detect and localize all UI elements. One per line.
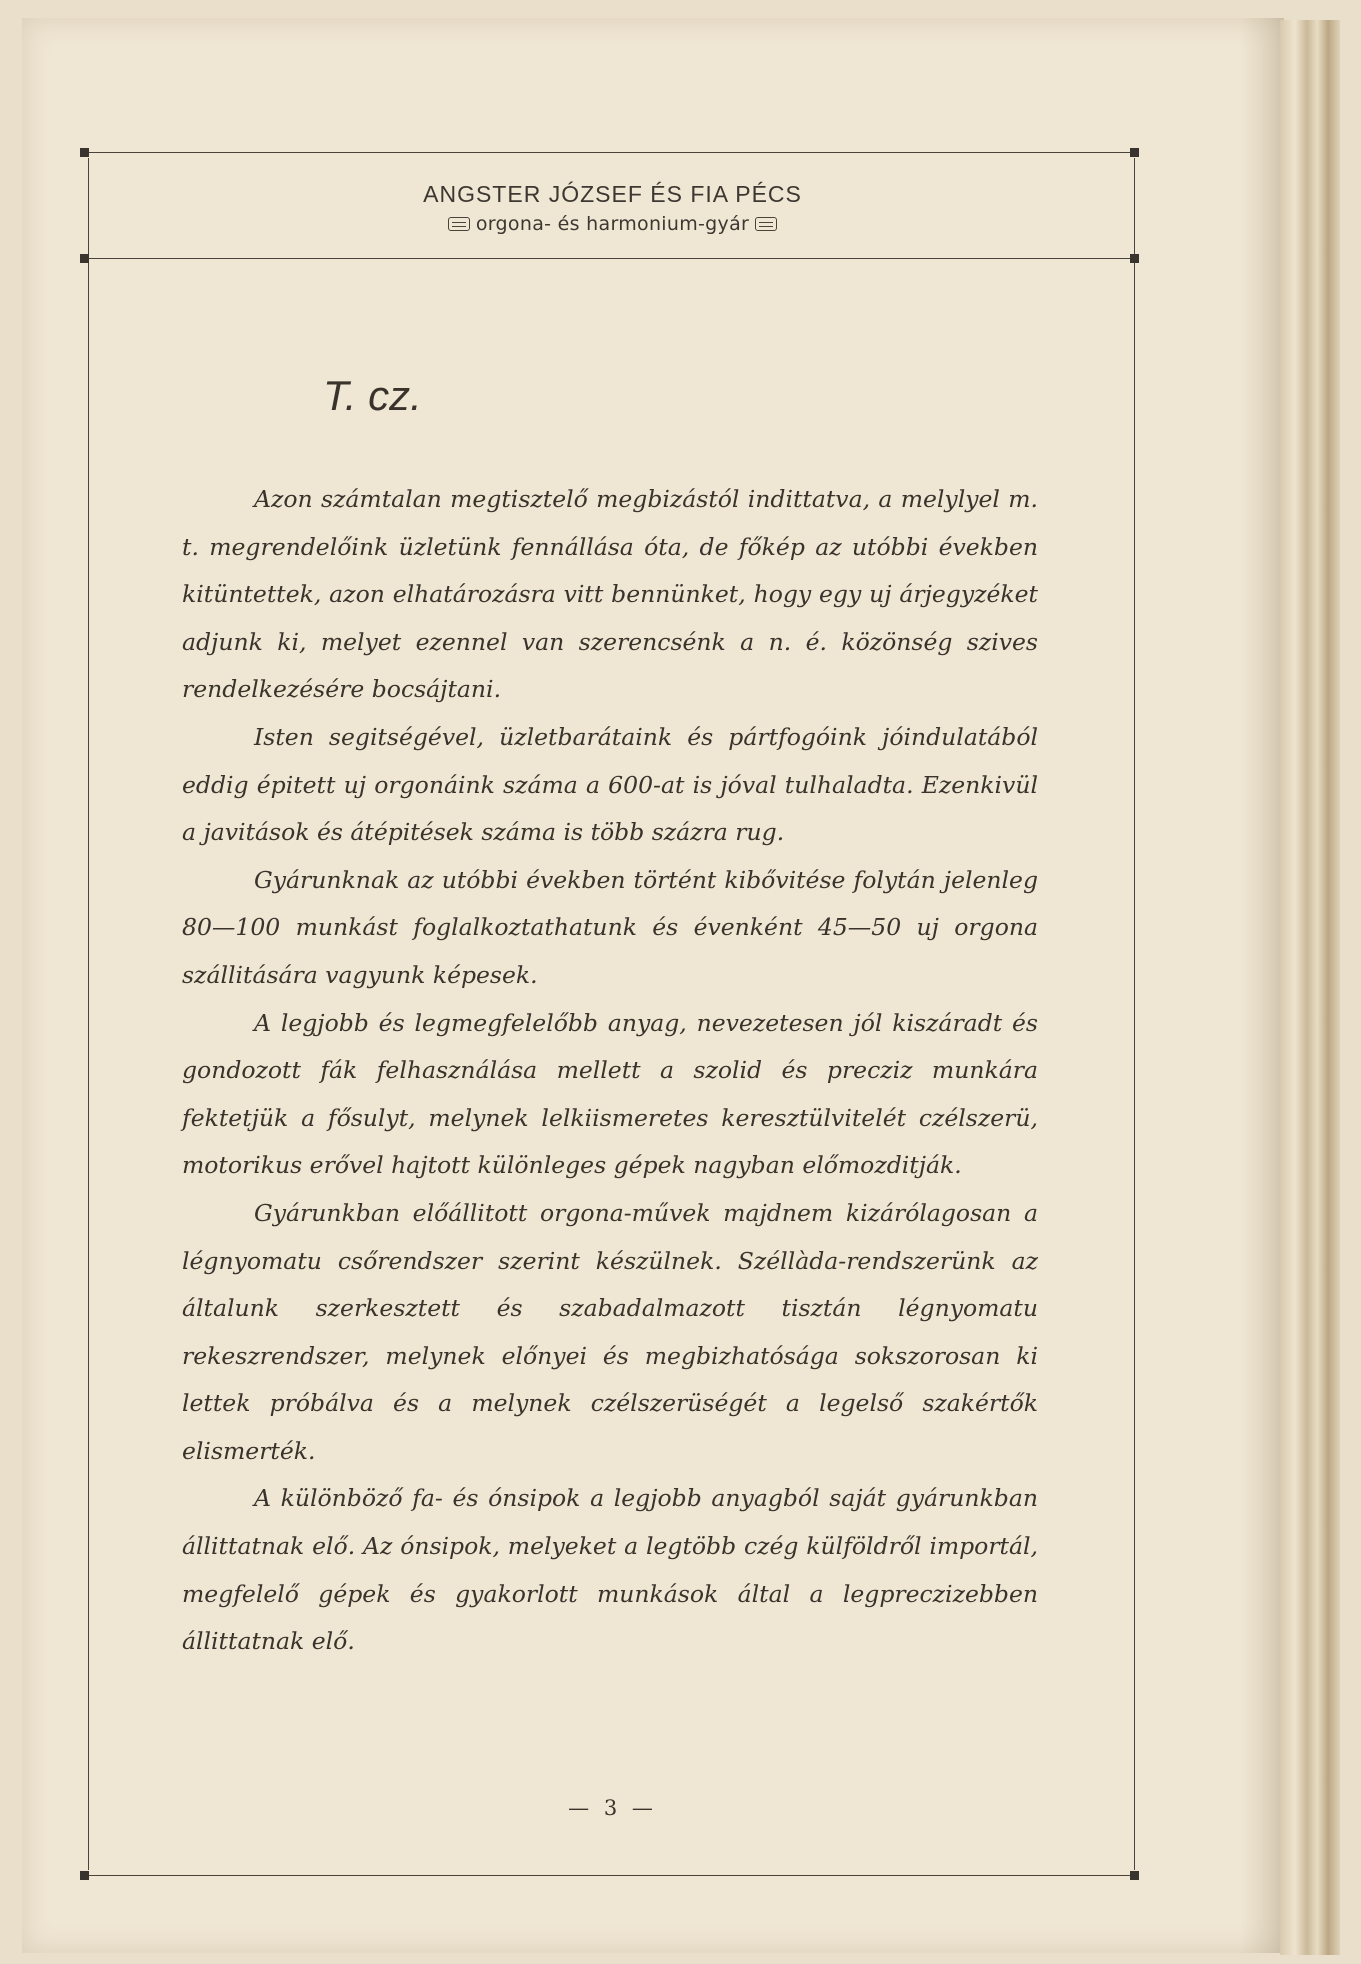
letter-body bbox=[182, 476, 1038, 1666]
paragraph: A legjobb és legmegfelelőbb anyag, nevezetesen jól kiszáradt és gondozott fák felhasználása mellett a szolid és precziz munkára fektetjük a fősulyt, melynek lelkiismeretes keresztülvitelét czélszerü, motorikus erővel hajtott különleges gépek nagyban előmozditják. bbox=[182, 1008, 1038, 1180]
page-edges bbox=[1280, 20, 1340, 1955]
header-bottom-rule bbox=[84, 258, 1138, 259]
frame-left-rule bbox=[88, 158, 89, 1870]
footer-rule bbox=[84, 1875, 1138, 1876]
company-subtitle bbox=[0, 213, 1225, 235]
corner-square bbox=[1130, 148, 1139, 157]
corner-square bbox=[1130, 254, 1139, 263]
paragraph: Gyárunknak az utóbbi években történt kibővitése folytán jelenleg 80—100 munkást foglalkoztathatunk és évenként 45—50 uj orgona szállitására vagyunk képesek. bbox=[182, 865, 1038, 989]
spine-shadow bbox=[1240, 18, 1284, 1953]
frame-right-rule bbox=[1134, 158, 1135, 1870]
paragraph: Azon számtalan megtisztelő megbizástól indittatva, a melylyel m. t. megrendelőink üzletünk fennállása óta, de főkép az utóbbi években kitüntettek, azon elhatározásra vitt bennünket, hogy egy uj árjegyzéket adjunk ki, melyet ezennel van szerencsénk a n. é. közönség szives rendelkezésére bocsájtani. bbox=[182, 485, 1038, 704]
frame-ornament-icon bbox=[448, 217, 470, 231]
corner-square bbox=[80, 148, 89, 157]
paragraph: Gyárunkban előállitott orgona-művek majdnem kizárólagosan a légnyomatu csőrendszer szerint készülnek. Széllàda-rendszerünk az általunk szerkesztett és szabadalmazott tisztán légnyomatu rekeszrendszer, melynek előnyei és megbizhatósága sokszorosan ki lettek próbálva és a melynek czélszerüségét a legelső szakértők elismerték. bbox=[182, 1198, 1038, 1465]
frame-ornament-icon bbox=[755, 217, 777, 231]
salutation: T. cz. bbox=[323, 372, 422, 419]
subtitle-text: orgona- és harmonium-gyár bbox=[475, 213, 750, 235]
paragraph: Isten segitségével, üzletbarátaink és pártfogóink jóindulatából eddig épitett uj orgonáink száma a 600-at is jóval tulhaladta. Ezenkivül a javitások és átépitések száma is több százra rug. bbox=[182, 722, 1038, 847]
corner-square bbox=[1130, 1871, 1139, 1880]
page-number: — 3 — bbox=[568, 1796, 657, 1820]
header-top-rule bbox=[84, 152, 1138, 153]
company-title: ANGSTER JÓZSEF ÉS FIA PÉCS bbox=[423, 181, 802, 207]
corner-square bbox=[80, 1871, 89, 1880]
corner-square bbox=[80, 254, 89, 263]
paragraph: A különböző fa- és ónsipok a legjobb anyagból saját gyárunkban állittatnak elő. Az ónsipok, melyeket a legtöbb czég külföldről importál, megfelelő gépek és gyakorlott munkások által a legpreczizebben állittatnak elő. bbox=[182, 1484, 1038, 1656]
